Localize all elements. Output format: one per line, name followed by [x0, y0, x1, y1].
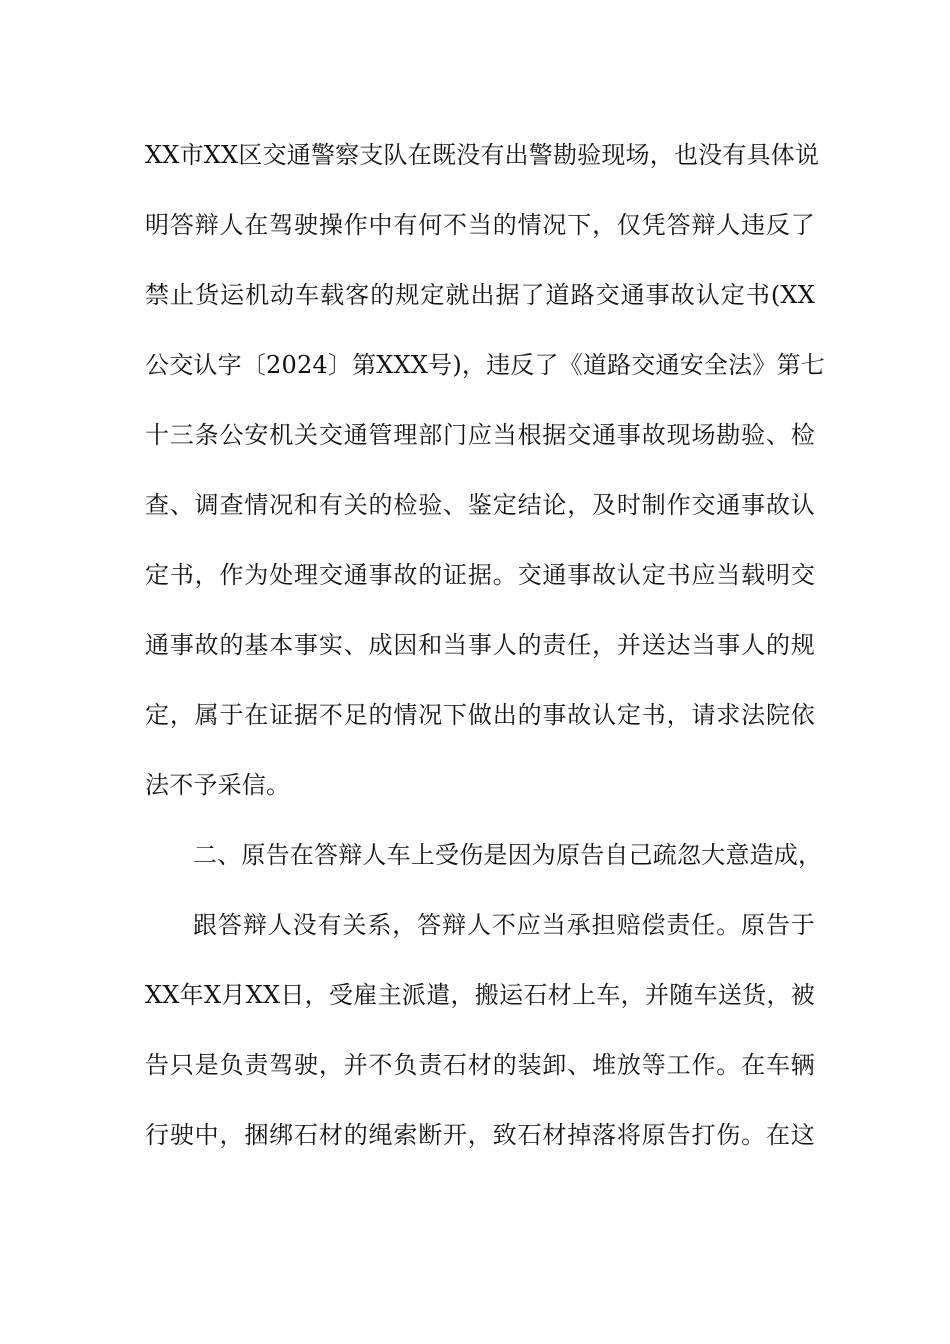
body-line-13: XX年X月XX日，受雇主派遣，搬运石材上车，并随车送货，被 — [145, 981, 815, 1009]
body-line-2: 明答辩人在驾驶操作中有何不当的情况下，仅凭答辩人违反了 — [145, 211, 815, 239]
body-line-8: 通事故的基本事实、成因和当事人的责任，并送达当事人的规 — [145, 631, 815, 659]
body-line-4: 公交认字〔2024〕第XXX号)，违反了《道路交通安全法》第七 — [145, 351, 825, 379]
body-line-7: 定书，作为处理交通事故的证据。交通事故认定书应当载明交 — [145, 561, 815, 589]
body-line-10: 法不予采信。 — [145, 771, 291, 799]
body-line-3: 禁止货运机动车载客的规定就出据了道路交通事故认定书(XX — [145, 281, 815, 309]
body-line-9: 定，属于在证据不足的情况下做出的事故认定书，请求法院依 — [145, 701, 815, 729]
body-line-6: 查、调查情况和有关的检验、鉴定结论，及时制作交通事故认 — [145, 491, 815, 519]
section-heading-2: 二、原告在答辩人车上受伤是因为原告自己疏忽大意造成， — [193, 841, 823, 869]
body-line-14: 告只是负责驾驶，并不负责石材的装卸、堆放等工作。在车辆 — [145, 1051, 815, 1079]
body-line-5: 十三条公安机关交通管理部门应当根据交通事故现场勘验、检 — [145, 421, 815, 449]
body-line-15: 行驶中，捆绑石材的绳索断开，致石材掉落将原告打伤。在这 — [145, 1121, 815, 1149]
body-line-12: 跟答辩人没有关系，答辩人不应当承担赔偿责任。原告于 — [193, 911, 815, 939]
body-line-1: XX市XX区交通警察支队在既没有出警勘验现场，也没有具体说 — [145, 141, 820, 169]
